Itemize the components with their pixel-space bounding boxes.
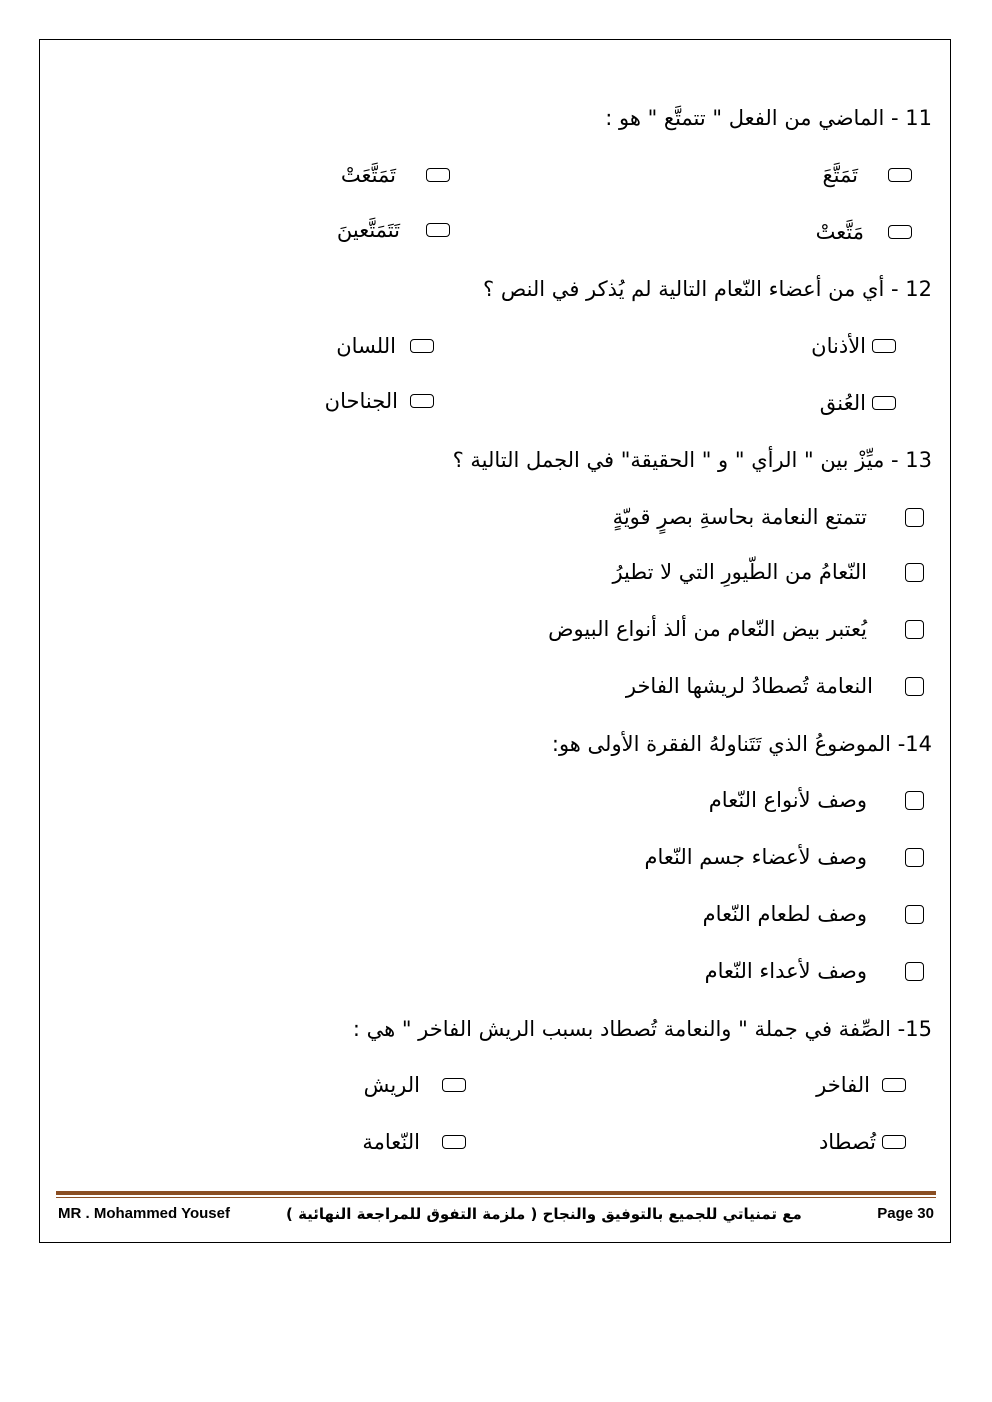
- q11-option-3[interactable]: [816, 217, 912, 247]
- checkbox[interactable]: [426, 168, 450, 182]
- checkbox[interactable]: [905, 791, 924, 810]
- q12-option-4[interactable]: [325, 386, 434, 416]
- q12-option-3[interactable]: [820, 388, 896, 418]
- q13-option-4-label: النعامة تُصطادُ لريشها الفاخر: [625, 674, 873, 698]
- checkbox[interactable]: [410, 394, 434, 408]
- q14-option-4[interactable]: [705, 956, 924, 986]
- q15-option-2[interactable]: [364, 1070, 466, 1100]
- q12-option-4-label: الجناحان: [324, 389, 398, 413]
- checkbox[interactable]: [905, 508, 924, 527]
- q13-option-2-label: النّعامُ من الطّيورِ التي لا تطيرُ: [612, 560, 867, 584]
- checkbox[interactable]: [872, 339, 896, 353]
- checkbox[interactable]: [872, 396, 896, 410]
- q13-option-3[interactable]: [548, 614, 924, 644]
- q15-option-3[interactable]: [819, 1127, 906, 1157]
- q14-option-2[interactable]: [644, 842, 924, 872]
- question-12: 12 - أي من أعضاء النّعام التالية لم يُذكر في النص ؟: [483, 277, 932, 301]
- q12-option-2[interactable]: [336, 331, 434, 361]
- q14-option-3-label: وصف لطعام النّعام: [702, 902, 867, 926]
- question-11: 11 - الماضي من الفعل " تتمتَّع " هو :: [605, 106, 932, 130]
- checkbox[interactable]: [410, 339, 434, 353]
- checkbox[interactable]: [882, 1135, 906, 1149]
- checkbox[interactable]: [905, 563, 924, 582]
- footer-divider-thin: [56, 1197, 936, 1198]
- q15-option-1[interactable]: [816, 1070, 906, 1100]
- q11-option-3-label: مَتَّعتْ: [815, 220, 864, 244]
- checkbox[interactable]: [905, 905, 924, 924]
- q15-option-1-label: الفاخر: [816, 1073, 870, 1097]
- q15-option-4[interactable]: [362, 1127, 466, 1157]
- checkbox[interactable]: [888, 225, 912, 239]
- q13-option-4[interactable]: [626, 671, 924, 701]
- q13-option-3-label: يُعتبر بيض النّعام من ألذ أنواع البيوض: [548, 617, 867, 641]
- q12-option-1-label: الأذنان: [811, 334, 866, 358]
- checkbox[interactable]: [905, 620, 924, 639]
- checkbox[interactable]: [905, 848, 924, 867]
- q14-option-4-label: وصف لأعداء النّعام: [704, 959, 867, 983]
- q14-option-1[interactable]: [709, 785, 924, 815]
- checkbox[interactable]: [426, 223, 450, 237]
- q11-option-2-label: تَمَتَّعَتْ: [340, 163, 396, 187]
- q11-option-1[interactable]: [823, 160, 913, 190]
- q14-option-2-label: وصف لأعضاء جسم النّعام: [644, 845, 867, 869]
- question-13: 13 - ميِّزْ بين " الرأي " و " الحقيقة" في الجمل التالية ؟: [452, 448, 932, 472]
- checkbox[interactable]: [442, 1078, 466, 1092]
- checkbox[interactable]: [882, 1078, 906, 1092]
- q12-option-3-label: العُنق: [819, 391, 866, 415]
- footer-divider: [56, 1191, 936, 1195]
- q13-option-1-label: تتمتع النعامة بحاسةِ بصرٍ قويّةٍ: [612, 505, 867, 529]
- checkbox[interactable]: [905, 962, 924, 981]
- checkbox[interactable]: [905, 677, 924, 696]
- q11-option-1-label: تَمَتَّعَ: [822, 163, 858, 187]
- checkbox[interactable]: [888, 168, 912, 182]
- q15-option-3-label: تُصطاد: [818, 1130, 876, 1154]
- footer-slogan: مع تمنياتي للجميع بالتوفيق والنجاح ( ملزمة التفوق للمراجعة النهائية ): [286, 1205, 802, 1223]
- footer-author: MR . Mohammed Yousef: [58, 1205, 230, 1222]
- checkbox[interactable]: [442, 1135, 466, 1149]
- q15-option-2-label: الريش: [363, 1073, 420, 1097]
- q15-option-4-label: النّعامة: [362, 1130, 420, 1154]
- page-number: Page 30: [877, 1205, 934, 1222]
- q14-option-3[interactable]: [703, 899, 924, 929]
- question-14: 14- الموضوعُ الذي تَتَناولهُ الفقرة الأولى هو:: [551, 732, 932, 756]
- q13-option-2[interactable]: [612, 557, 924, 587]
- q11-option-4-label: تَتَمَتَّعينَ: [336, 218, 400, 242]
- q13-option-1[interactable]: [613, 502, 924, 532]
- question-15: 15- الصِّفة في جملة " والنعامة تُصطاد بسبب الريش الفاخر " هي :: [352, 1017, 932, 1041]
- q12-option-1[interactable]: [811, 331, 896, 361]
- q14-option-1-label: وصف لأنواع النّعام: [708, 788, 867, 812]
- q12-option-2-label: اللسان: [336, 334, 396, 358]
- q11-option-2[interactable]: [341, 160, 450, 190]
- q11-option-4[interactable]: [337, 215, 450, 245]
